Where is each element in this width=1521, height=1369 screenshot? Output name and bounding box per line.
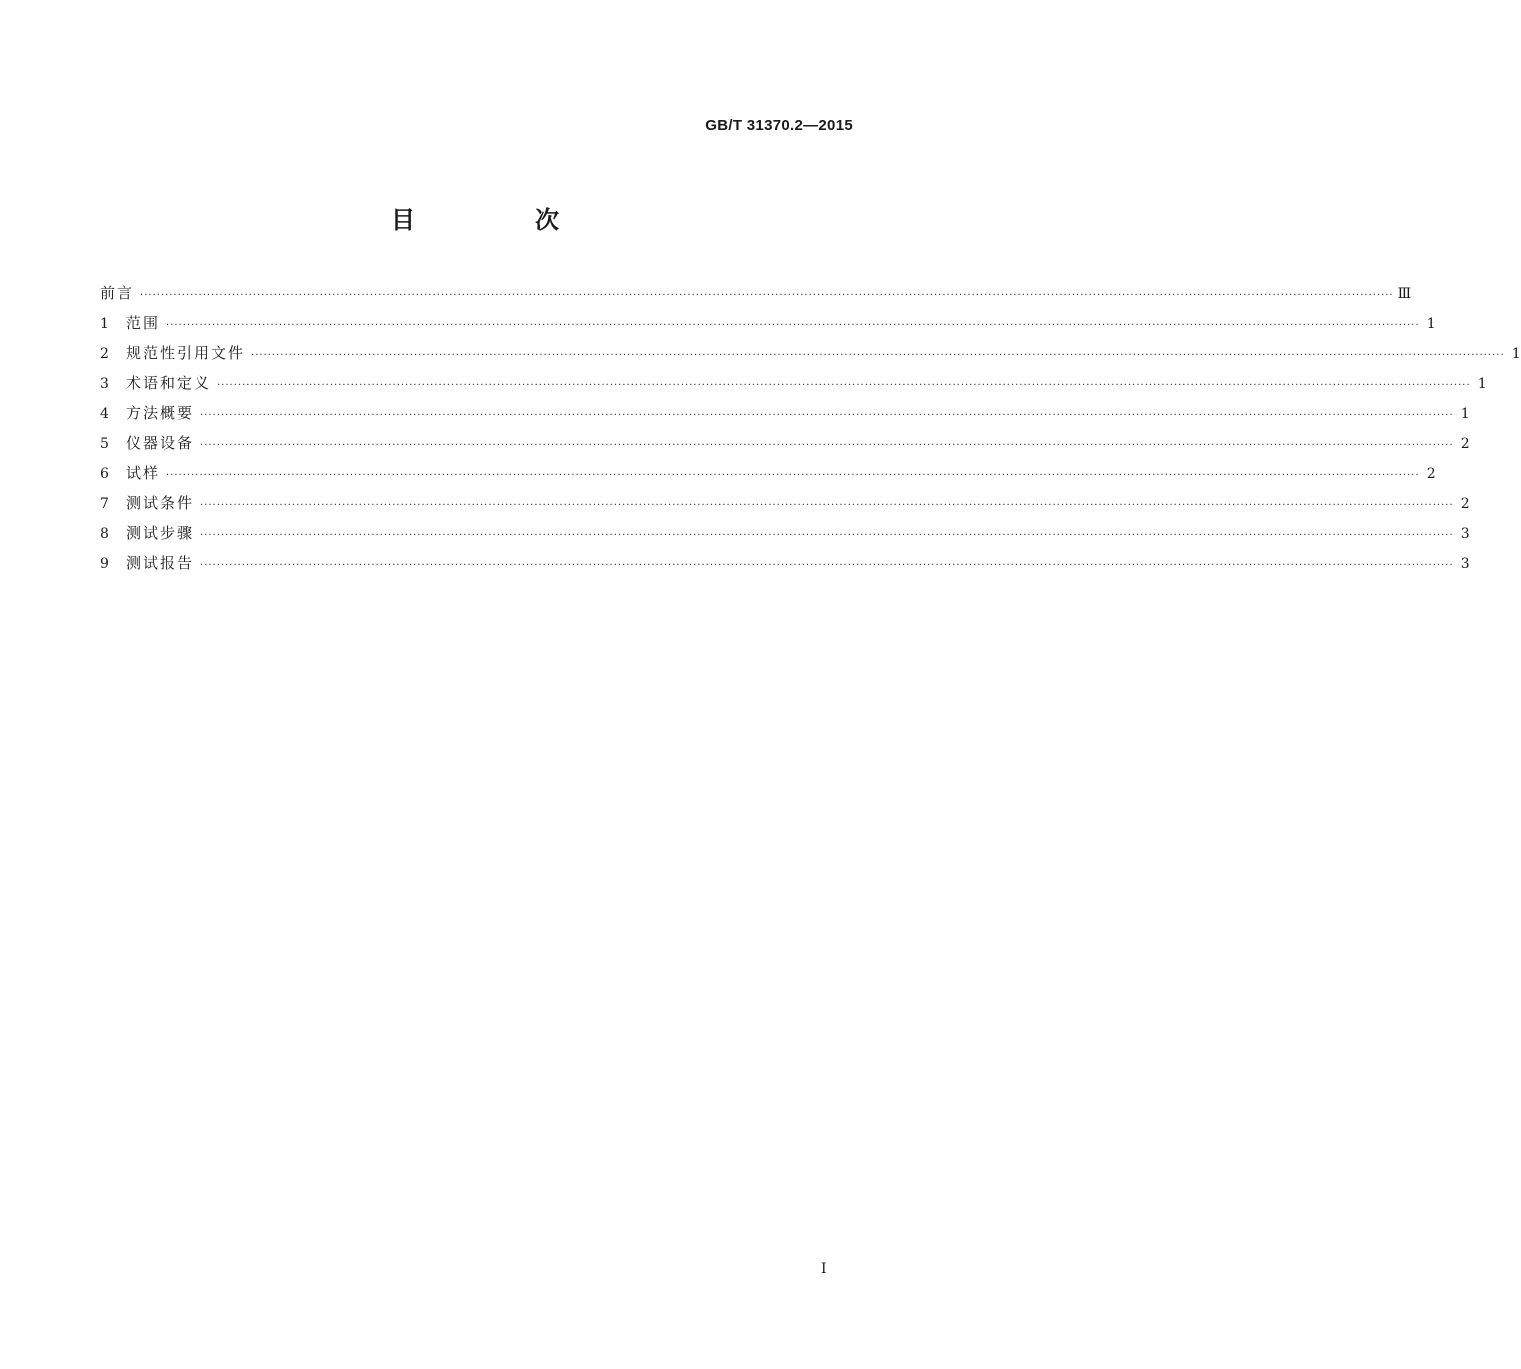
- toc-entry-page: 2: [1426, 466, 1436, 482]
- toc-entry-number: 5: [100, 436, 109, 452]
- page-title: 目 次: [391, 205, 607, 234]
- dot-leader: ············································································································································································································································································································: [200, 410, 1454, 421]
- standard-code: GB/T 31370.2—2015: [705, 117, 853, 134]
- toc-entry-page: 1: [1460, 406, 1470, 422]
- dot-leader: ············································································································································································································································································································: [140, 290, 1394, 301]
- toc-entry-page: Ⅲ: [1397, 286, 1412, 302]
- toc-entry-4[interactable]: [100, 398, 1470, 428]
- toc-entry-label: 规范性引用文件: [126, 344, 246, 362]
- dot-leader: ············································································································································································································································································································: [200, 560, 1454, 571]
- toc-entry-number: 4: [100, 406, 109, 422]
- toc-entry-number: 9: [100, 556, 109, 572]
- toc-entry-label: 前言: [100, 284, 135, 302]
- toc-entry-8[interactable]: [100, 518, 1470, 548]
- dot-leader: ············································································································································································································································································································: [166, 320, 1420, 331]
- toc-entry-number: 6: [100, 466, 109, 482]
- toc-entry-label: 测试报告: [126, 554, 195, 572]
- dot-leader: ············································································································································································································································································································: [217, 380, 1471, 391]
- toc-entry-label: 测试步骤: [126, 524, 195, 542]
- toc-entry-page: 3: [1460, 556, 1470, 572]
- toc-entry-number: 3: [100, 376, 109, 392]
- dot-leader: ············································································································································································································································································································: [166, 470, 1420, 481]
- dot-leader: ············································································································································································································································································································: [200, 440, 1454, 451]
- dot-leader: ············································································································································································································································································································: [200, 530, 1454, 541]
- toc-entry-foreword[interactable]: [100, 278, 1412, 308]
- dot-leader: ············································································································································································································································································································: [200, 500, 1454, 511]
- toc-entry-9[interactable]: [100, 548, 1470, 578]
- toc-entry-label: 仪器设备: [126, 434, 195, 452]
- page-number: I: [821, 1261, 827, 1277]
- toc-entry-number: 2: [100, 346, 109, 362]
- toc-entry-label: 术语和定义: [126, 374, 212, 392]
- table-of-contents: [100, 278, 1521, 578]
- toc-entry-label: 测试条件: [126, 494, 195, 512]
- toc-entry-label: 范围: [126, 314, 161, 332]
- toc-entry-label: 方法概要: [126, 404, 195, 422]
- toc-entry-number: 1: [100, 316, 109, 332]
- toc-entry-page: 1: [1511, 346, 1521, 362]
- dot-leader: ············································································································································································································································································································: [251, 350, 1505, 361]
- toc-entry-5[interactable]: [100, 428, 1470, 458]
- toc-entry-number: 8: [100, 526, 109, 542]
- toc-entry-page: 2: [1460, 496, 1470, 512]
- toc-entry-2[interactable]: [100, 338, 1521, 368]
- toc-entry-1[interactable]: [100, 308, 1436, 338]
- toc-entry-page: 1: [1477, 376, 1487, 392]
- toc-entry-6[interactable]: [100, 458, 1436, 488]
- toc-entry-7[interactable]: [100, 488, 1470, 518]
- toc-entry-page: 2: [1460, 436, 1470, 452]
- toc-entry-number: 7: [100, 496, 109, 512]
- toc-entry-label: 试样: [126, 464, 161, 482]
- toc-entry-page: 1: [1426, 316, 1436, 332]
- toc-entry-page: 3: [1460, 526, 1470, 542]
- toc-entry-3[interactable]: [100, 368, 1487, 398]
